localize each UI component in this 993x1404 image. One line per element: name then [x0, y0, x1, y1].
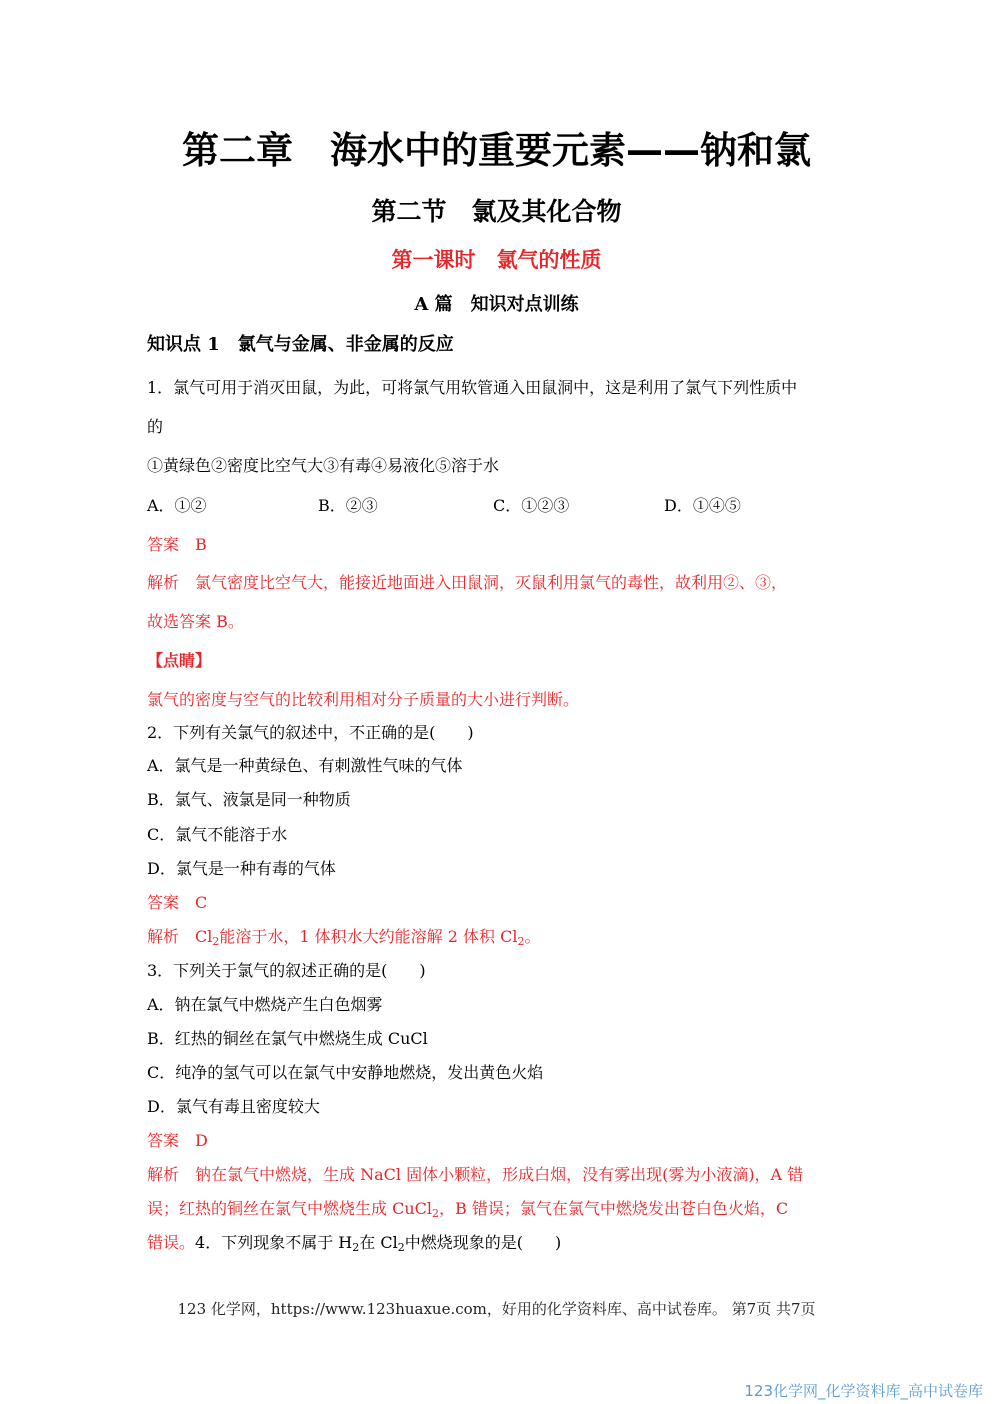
q3-option-a: A．钠在氯气中燃烧产生白色烟雾 — [147, 995, 383, 1014]
q1-analysis-line2: 故选答案 B。 — [147, 612, 244, 631]
q3-option-b: B．红热的铜丝在氯气中燃烧生成 CuCl — [147, 1029, 428, 1048]
q2-option-b: B．氯气、液氯是同一种物质 — [147, 790, 351, 809]
q2-option-c: C．氯气不能溶于水 — [147, 825, 288, 844]
q1-stem-line2: 的 — [147, 417, 164, 436]
q4-stem-pre: 4．下列现象不属于 H — [195, 1233, 353, 1252]
q2-answer: 答案 C — [147, 893, 208, 912]
q1-tip-label: 【点睛】 — [147, 651, 212, 670]
q2-analysis — [147, 924, 540, 948]
q1-option-c: C．①②③ — [493, 496, 570, 515]
chapter-title: 第二章 海水中的重要元素——钠和氯 — [182, 129, 811, 172]
q1-option-a: A．①② — [147, 496, 207, 515]
q2-analysis-sub1: 2 — [212, 935, 220, 948]
q1-analysis-line1: 解析 氯气密度比空气大，能接近地面进入田鼠洞，灭鼠利用氯气的毒性，故利用②、③， — [147, 573, 788, 592]
q3-analysis-line2-pre: 误；红热的铜丝在氯气中燃烧生成 CuCl — [147, 1199, 432, 1218]
q3-option-d: D．氯气有毒且密度较大 — [147, 1097, 320, 1116]
knowledge-point-heading: 知识点 1 氯气与金属、非金属的反应 — [147, 334, 454, 355]
q2-option-d: D．氯气是一种有毒的气体 — [147, 859, 336, 878]
q4-stem-sub2: 2 — [397, 1241, 405, 1254]
q2-analysis-end: 。 — [524, 927, 541, 946]
q4-stem-mid: 在 Cl — [359, 1233, 398, 1252]
q3-analysis-line1: 解析 钠在氯气中燃烧，生成 NaCl 固体小颗粒，形成白烟，没有雾出现(雾为小液滴)，A 错 — [147, 1165, 804, 1184]
part-title: A 篇 知识对点训练 — [414, 294, 579, 315]
q3-analysis-line2 — [147, 1196, 788, 1220]
q4-stem-post: 中燃烧现象的是( ) — [404, 1233, 562, 1252]
q3-option-c: C．纯净的氢气可以在氯气中安静地燃烧，发出黄色火焰 — [147, 1063, 544, 1082]
lesson-title: 第一课时 氯气的性质 — [391, 248, 602, 272]
q2-analysis-mid: 能溶于水，1 体积水大约能溶解 2 体积 Cl — [219, 927, 518, 946]
watermark-link[interactable]: 123化学网_化学资料库_高中试卷库 — [744, 1382, 983, 1400]
q2-stem: 2．下列有关氯气的叙述中，不正确的是( ) — [147, 723, 474, 742]
q3-analysis-line2-post: ，B 错误；氯气在氯气中燃烧发出苍白色火焰，C — [439, 1199, 789, 1218]
q2-option-a: A．氯气是一种黄绿色、有刺激性气味的气体 — [147, 756, 463, 775]
q3-analysis-line3 — [147, 1230, 561, 1254]
q1-stem-line1: 1．氯气可用于消灭田鼠，为此，可将氯气用软管通入田鼠洞中，这是利用了氯气下列性质中 — [147, 378, 798, 397]
q1-option-b: B．②③ — [318, 496, 378, 515]
q2-analysis-pre: 解析 Cl — [147, 927, 213, 946]
q2-analysis-sub2: 2 — [517, 935, 525, 948]
q3-analysis-line2-sub: 2 — [432, 1207, 439, 1220]
q1-option-d: D．①④⑤ — [664, 496, 741, 515]
q3-analysis-line3-red: 错误。 — [147, 1233, 196, 1252]
q1-answer: 答案 B — [147, 535, 207, 554]
q3-answer: 答案 D — [147, 1131, 208, 1150]
section-title: 第二节 氯及其化合物 — [371, 197, 622, 226]
q1-properties: ①黄绿色②密度比空气大③有毒④易液化⑤溶于水 — [147, 456, 500, 475]
q4-stem-sub1: 2 — [352, 1241, 360, 1254]
q1-tip-text: 氯气的密度与空气的比较利用相对分子质量的大小进行判断。 — [147, 690, 580, 709]
q3-stem: 3．下列关于氯气的叙述正确的是( ) — [147, 961, 426, 980]
page-footer: 123 化学网，https://www.123huaxue.com，好用的化学资料库、高中试卷库。 第7页 共7页 — [177, 1300, 816, 1318]
